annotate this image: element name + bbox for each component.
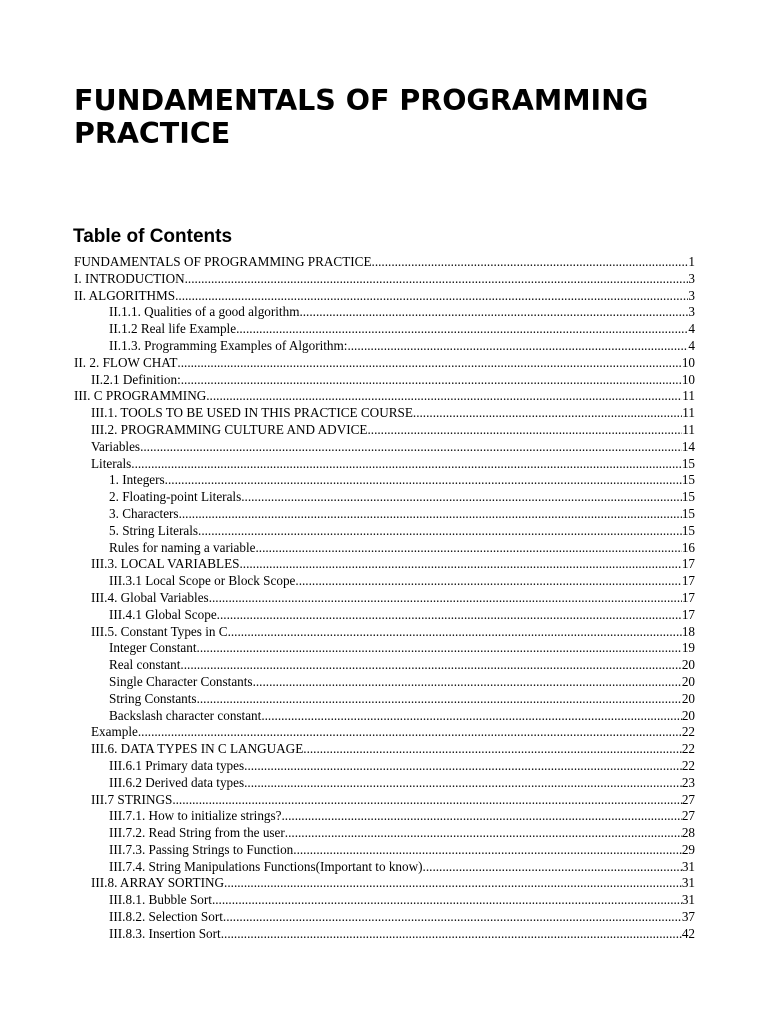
toc-entry-page-number: 19	[681, 640, 695, 656]
toc-entry-page-number: 14	[681, 438, 695, 454]
toc-entry-title: III.6.1 Primary data types	[109, 757, 245, 773]
toc-dot-leader	[209, 590, 682, 607]
toc-entry-page-number: 17	[681, 556, 695, 572]
toc-entry-title: III.7.4. String Manipulations Functions(Important to know)	[109, 858, 423, 874]
toc-entry[interactable]	[74, 489, 695, 506]
toc-entry[interactable]	[74, 338, 695, 355]
toc-entry-page-number: 31	[681, 875, 695, 891]
toc-dot-leader	[228, 624, 682, 641]
toc-entry[interactable]	[74, 422, 695, 439]
toc-entry-page-number: 4	[688, 337, 695, 353]
toc-entry-page-number: 22	[681, 757, 695, 773]
toc-dot-leader	[285, 825, 682, 842]
toc-entry[interactable]	[74, 321, 695, 338]
toc-entry[interactable]	[74, 875, 695, 892]
toc-entry-page-number: 20	[681, 707, 695, 723]
toc-dot-leader	[181, 372, 682, 389]
toc-entry-title: III.8.2. Selection Sort	[109, 909, 223, 925]
toc-entry-page-number: 17	[681, 589, 695, 605]
toc-entry-title: II. 2. FLOW CHAT	[74, 354, 178, 370]
toc-entry[interactable]	[74, 674, 695, 691]
toc-dot-leader	[293, 842, 682, 859]
toc-dot-leader	[239, 556, 681, 573]
toc-entry[interactable]	[74, 741, 695, 758]
table-of-contents	[74, 254, 695, 943]
toc-entry-title: III.2. PROGRAMMING CULTURE AND ADVICE	[91, 421, 368, 437]
toc-dot-leader	[180, 657, 681, 674]
toc-entry[interactable]	[74, 624, 695, 641]
toc-entry[interactable]	[74, 607, 695, 624]
toc-entry-title: Example	[91, 724, 138, 740]
toc-dot-leader	[140, 439, 682, 456]
toc-entry[interactable]	[74, 657, 695, 674]
toc-dot-leader	[244, 758, 682, 775]
toc-entry-title: Single Character Constants	[109, 673, 253, 689]
toc-dot-leader	[224, 875, 682, 892]
toc-dot-leader	[217, 607, 682, 624]
toc-entry-page-number: 3	[688, 287, 695, 303]
toc-dot-leader	[413, 405, 682, 422]
toc-entry-title: III.7.3. Passing Strings to Function	[109, 841, 294, 857]
toc-entry-page-number: 15	[681, 489, 695, 505]
toc-entry[interactable]	[74, 506, 695, 523]
toc-entry-page-number: 22	[681, 741, 695, 757]
toc-entry-page-number: 15	[681, 472, 695, 488]
toc-entry-title: FUNDAMENTALS OF PROGRAMMING PRACTICE	[74, 254, 372, 269]
toc-entry-title: II.1.3. Programming Examples of Algorithm:	[109, 337, 348, 353]
toc-entry-page-number: 10	[681, 371, 695, 387]
toc-entry[interactable]	[74, 388, 695, 405]
toc-dot-leader	[223, 909, 682, 926]
toc-entry-page-number: 28	[681, 825, 695, 841]
toc-entry-title: III. C PROGRAMMING	[74, 388, 207, 404]
toc-entry-title: Rules for naming a variable	[109, 539, 256, 555]
toc-entry-title: II.2.1 Definition:	[91, 371, 181, 387]
toc-entry-title: III.8. ARRAY SORTING	[91, 875, 225, 891]
toc-entry-title: III.4.1 Global Scope	[109, 606, 217, 622]
toc-entry-title: II. ALGORITHMS	[74, 287, 176, 303]
toc-entry[interactable]	[74, 758, 695, 775]
toc-heading: Table of Contents	[73, 226, 233, 247]
toc-dot-leader	[138, 724, 682, 741]
toc-entry-title: 3. Characters	[109, 505, 179, 521]
toc-entry-title: III.3. LOCAL VARIABLES	[91, 556, 240, 572]
toc-entry-page-number: 3	[688, 304, 695, 320]
toc-entry-page-number: 20	[681, 673, 695, 689]
toc-entry-page-number: 16	[681, 539, 695, 555]
toc-entry[interactable]	[74, 372, 695, 389]
toc-entry[interactable]	[74, 540, 695, 557]
toc-dot-leader	[177, 355, 681, 372]
toc-entry-title: III.7 STRINGS	[91, 791, 173, 807]
toc-entry-title: I. INTRODUCTION	[74, 270, 185, 286]
toc-entry-page-number: 37	[681, 909, 695, 925]
toc-dot-leader	[198, 523, 682, 540]
toc-entry-title: String Constants	[109, 690, 197, 706]
toc-entry-title: Real constant	[109, 657, 181, 673]
toc-entry[interactable]	[74, 792, 695, 809]
toc-entry-page-number: 18	[681, 623, 695, 639]
toc-entry[interactable]	[74, 926, 695, 943]
toc-dot-leader	[347, 338, 688, 355]
toc-entry-title: III.5. Constant Types in C	[91, 623, 228, 639]
toc-entry-title: III.6. DATA TYPES IN C LANGUAGE	[91, 741, 304, 757]
toc-entry[interactable]	[74, 523, 695, 540]
toc-entry[interactable]	[74, 808, 695, 825]
toc-entry-page-number: 31	[681, 858, 695, 874]
toc-entry-page-number: 29	[681, 841, 695, 857]
toc-dot-leader	[282, 808, 682, 825]
toc-entry-page-number: 20	[681, 657, 695, 673]
toc-dot-leader	[165, 472, 682, 489]
toc-entry[interactable]	[74, 859, 695, 876]
toc-entry-page-number: 22	[681, 724, 695, 740]
toc-entry-title: II.1.2 Real life Example	[109, 321, 237, 337]
toc-entry-title: 1. Integers	[109, 472, 165, 488]
toc-entry[interactable]	[74, 590, 695, 607]
toc-entry-page-number: 11	[682, 405, 695, 421]
toc-entry-title: III.6.2 Derived data types	[109, 774, 245, 790]
toc-dot-leader	[303, 741, 682, 758]
toc-entry-page-number: 27	[681, 808, 695, 824]
toc-dot-leader	[423, 859, 682, 876]
toc-entry-page-number: 3	[688, 270, 695, 286]
toc-entry-page-number: 15	[681, 455, 695, 471]
toc-entry[interactable]	[74, 892, 695, 909]
toc-entry[interactable]	[74, 691, 695, 708]
toc-entry[interactable]	[74, 254, 695, 271]
toc-entry-title: II.1.1. Qualities of a good algorithm	[109, 304, 300, 320]
toc-entry[interactable]	[74, 909, 695, 926]
toc-dot-leader	[261, 708, 681, 725]
toc-dot-leader	[236, 321, 688, 338]
toc-entry-title: III.8.1. Bubble Sort	[109, 892, 212, 908]
toc-entry[interactable]	[74, 708, 695, 725]
toc-entry-page-number: 11	[682, 421, 695, 437]
toc-entry-page-number: 23	[681, 774, 695, 790]
toc-dot-leader	[175, 288, 688, 305]
toc-entry-page-number: 31	[681, 892, 695, 908]
toc-entry[interactable]	[74, 556, 695, 573]
toc-entry[interactable]	[74, 271, 695, 288]
toc-entry[interactable]	[74, 825, 695, 842]
toc-entry-page-number: 17	[681, 606, 695, 622]
toc-entry-title: Backslash character constant	[109, 707, 262, 723]
toc-entry[interactable]	[74, 304, 695, 321]
toc-dot-leader	[172, 792, 681, 809]
toc-entry[interactable]	[74, 355, 695, 372]
toc-entry-title: Literals	[91, 455, 132, 471]
toc-entry-page-number: 17	[681, 573, 695, 589]
toc-entry[interactable]	[74, 472, 695, 489]
toc-dot-leader	[299, 304, 688, 321]
toc-dot-leader	[241, 489, 682, 506]
toc-entry[interactable]	[74, 640, 695, 657]
toc-entry-title: Integer Constant	[109, 640, 197, 656]
toc-dot-leader	[372, 254, 689, 271]
toc-entry[interactable]	[74, 439, 695, 456]
toc-entry-page-number: 15	[681, 522, 695, 538]
toc-entry[interactable]	[74, 405, 695, 422]
toc-entry-title: III.8.3. Insertion Sort	[109, 925, 221, 941]
toc-entry[interactable]	[74, 724, 695, 741]
toc-entry-title: III.3.1 Local Scope or Block Scope	[109, 573, 296, 589]
toc-dot-leader	[206, 388, 682, 405]
toc-dot-leader	[244, 775, 682, 792]
toc-dot-leader	[179, 506, 682, 523]
toc-dot-leader	[367, 422, 682, 439]
toc-dot-leader	[255, 540, 681, 557]
toc-entry-title: Variables	[91, 438, 141, 454]
toc-dot-leader	[295, 573, 681, 590]
toc-dot-leader	[212, 892, 682, 909]
toc-entry[interactable]	[74, 573, 695, 590]
document-title: FUNDAMENTALS OF PROGRAMMING PRACTICE	[74, 84, 649, 150]
toc-entry[interactable]	[74, 456, 695, 473]
toc-entry[interactable]	[74, 842, 695, 859]
toc-dot-leader	[221, 926, 682, 943]
toc-dot-leader	[253, 674, 682, 691]
toc-entry-title: 5. String Literals	[109, 522, 199, 538]
toc-entry-title: III.4. Global Variables	[91, 589, 209, 605]
toc-entry-page-number: 1	[688, 254, 695, 269]
toc-entry-title: III.1. TOOLS TO BE USED IN THIS PRACTICE COURSE	[91, 405, 413, 421]
toc-entry-title: III.7.1. How to initialize strings?	[109, 808, 282, 824]
toc-entry-page-number: 11	[682, 388, 695, 404]
toc-entry-title: 2. Floating-point Literals	[109, 489, 242, 505]
toc-entry-page-number: 20	[681, 690, 695, 706]
toc-entry-page-number: 27	[681, 791, 695, 807]
toc-dot-leader	[131, 456, 682, 473]
toc-entry-page-number: 42	[681, 925, 695, 941]
toc-dot-leader	[197, 691, 682, 708]
toc-entry[interactable]	[74, 775, 695, 792]
toc-entry-page-number: 4	[688, 321, 695, 337]
toc-entry-page-number: 10	[681, 354, 695, 370]
toc-dot-leader	[197, 640, 682, 657]
toc-entry-title: III.7.2. Read String from the user	[109, 825, 285, 841]
toc-dot-leader	[185, 271, 689, 288]
toc-entry-page-number: 15	[681, 505, 695, 521]
toc-entry[interactable]	[74, 288, 695, 305]
